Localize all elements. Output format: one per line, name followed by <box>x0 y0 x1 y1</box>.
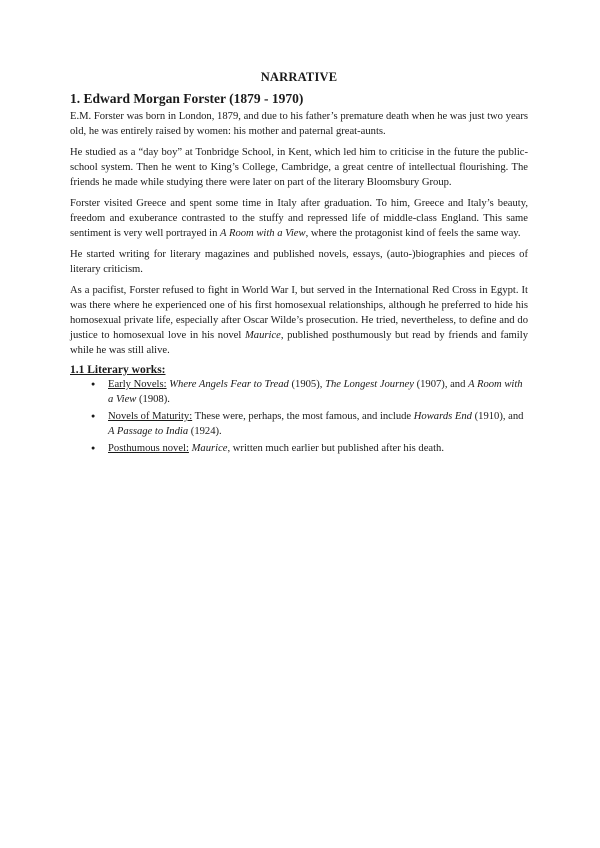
list-item-text: (1907), and <box>413 379 469 390</box>
paragraph-text: E.M. Forster was born in London, 1879, and due to his father’s premature death when he was just two years old, he was entirely raised by women: his mother and paternal great-aunts. <box>70 111 528 137</box>
book-title: Where Angels Fear to Tread <box>169 379 289 390</box>
book-title: Maurice <box>244 330 281 341</box>
book-title: Maurice <box>191 443 228 454</box>
paragraph-text: He studied as a “day boy” at Tonbridge School, in Kent, which led him to criticise in the future the public-school system. Then he went to King’s College, Cambridge, a great centre of intellectual flourishing. The friends he made while studying there were later on part of the literary Bloomsbury Group. <box>70 147 528 188</box>
paragraph-travel <box>70 196 528 241</box>
document-title: NARRATIVE <box>260 70 338 84</box>
list-item-text: (1924). <box>188 426 222 437</box>
list-item <box>108 409 528 439</box>
book-title: A Passage to India <box>108 426 189 437</box>
book-title: Howards End <box>413 411 472 422</box>
list-item-text: (1910), and <box>471 411 524 422</box>
list-item-label: Early Novels: <box>108 379 167 390</box>
document-body <box>70 70 528 458</box>
paragraph-birth <box>70 109 528 139</box>
list-item <box>108 377 528 407</box>
paragraph-writing <box>70 247 528 277</box>
paragraph-text: As a pacifist, Forster refused to fight in World War I, but served in the International Red Cross in Egypt. It was there where he experienced one of his first homosexual relationships, although he preferred to hide his homosexual private life, especially after Oscar Wilde’s prosecution. He tried, nevertheless, to define and do justice to homosexual love in his novel <box>70 285 528 341</box>
paragraph-education <box>70 145 528 190</box>
book-title: The Longest Journey <box>325 379 414 390</box>
paragraph-pacifism <box>70 283 528 358</box>
section-heading: 1. Edward Morgan Forster (1879 - 1970) <box>70 91 304 106</box>
list-item-text: (1908). <box>136 394 170 405</box>
list-item-text: These were, perhaps, the most famous, and include <box>192 411 414 422</box>
book-title: A Room with a View <box>220 228 306 239</box>
paragraph-text: Forster visited Greece and spent some time in Italy after graduation. To him, Greece and Italy’s beauty, freedom and exuberance contrasted to the stuffy and repressed life of middle-class England. This same sentiment is very well portrayed in <box>70 198 528 239</box>
list-item-text: , written much earlier but published after his death. <box>227 443 444 454</box>
paragraph-text: , published posthumously but read by friends and family while he was still alive. <box>70 330 528 356</box>
list-item-text: (1905), <box>288 379 326 390</box>
works-list <box>70 377 528 456</box>
list-item-label: Novels of Maturity: <box>108 411 193 422</box>
list-item <box>108 441 528 456</box>
book-title: A Room with a View <box>108 379 523 405</box>
paragraph-text: , where the protagonist kind of feels the same way. <box>305 228 521 239</box>
list-item-label: Posthumous novel: <box>108 443 189 454</box>
subsection-heading: 1.1 Literary works: <box>70 364 166 376</box>
paragraph-text: He started writing for literary magazines and published novels, essays, (auto-)biographies and pieces of literary criticism. <box>70 249 528 275</box>
